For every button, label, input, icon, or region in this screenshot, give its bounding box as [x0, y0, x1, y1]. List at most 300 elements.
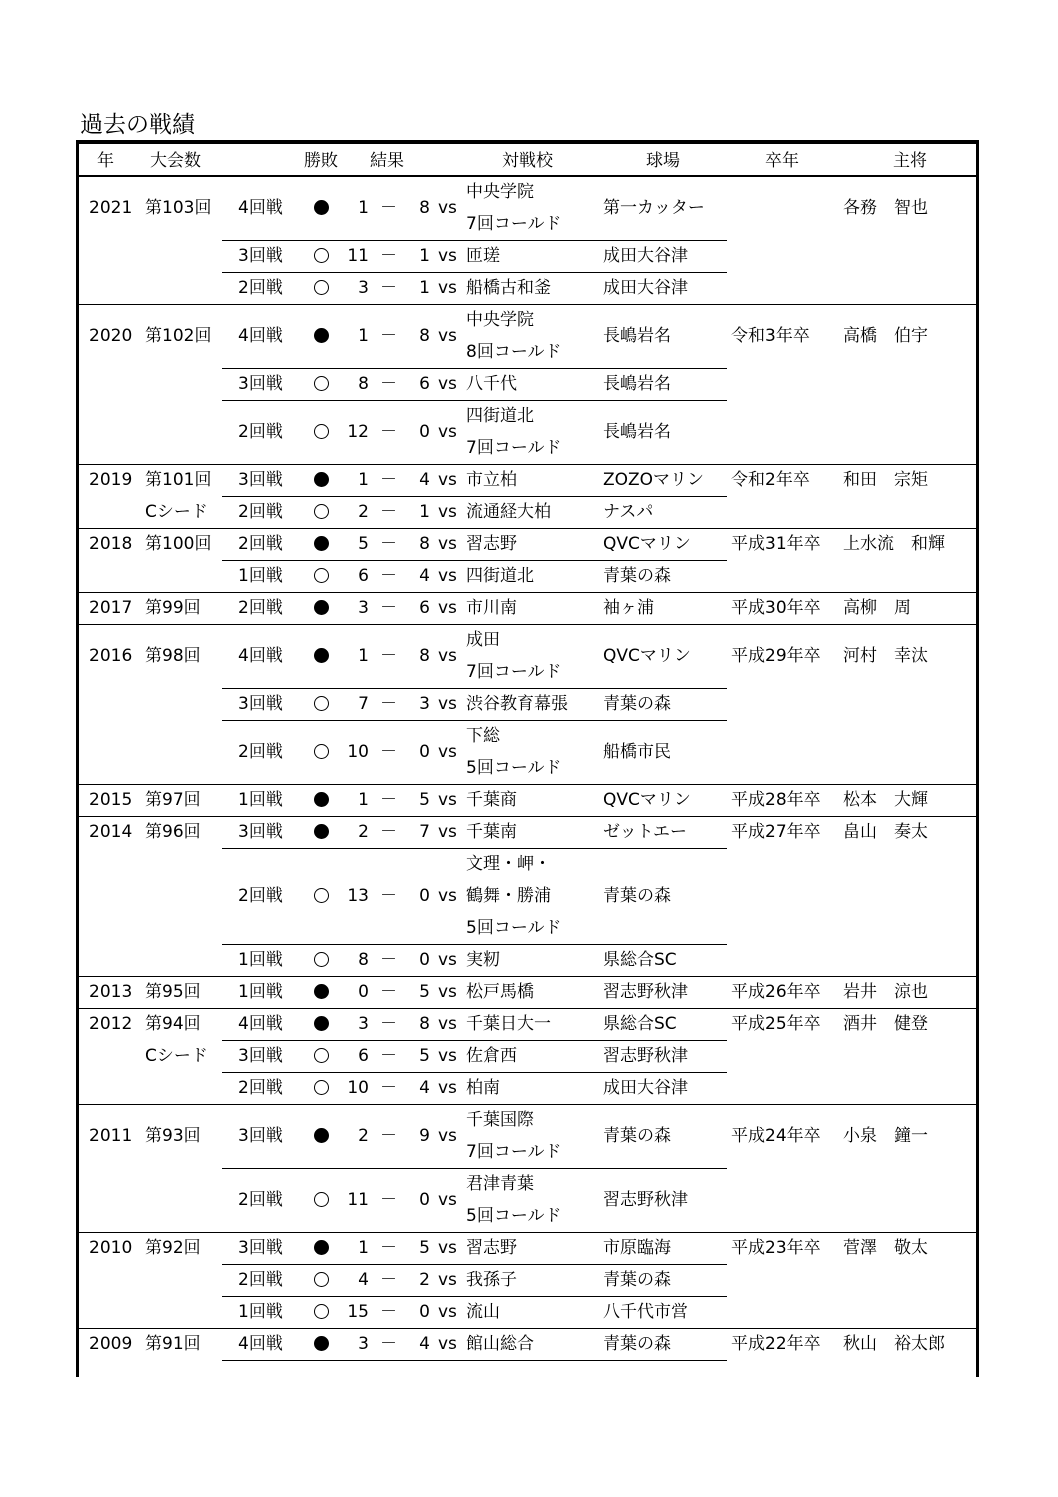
captain-cell: 菅澤 敬太: [843, 1238, 928, 1258]
score-us: 2: [358, 502, 369, 522]
score-dash: －: [380, 422, 397, 442]
loss-circle-icon: [314, 648, 329, 663]
score-dash: －: [380, 1190, 397, 1210]
score-dash: －: [380, 198, 397, 218]
score-them: 1: [419, 502, 430, 522]
loss-circle-icon: [314, 536, 329, 551]
opponent-cell: 鶴舞・勝浦: [466, 886, 551, 906]
vs-label: vs: [438, 1126, 457, 1146]
opponent-cell: 中央学院: [466, 182, 534, 202]
year-cell: 2017: [89, 598, 133, 618]
stadium-cell: 成田大谷津: [603, 278, 688, 298]
score-dash: －: [380, 246, 397, 266]
score-dash: －: [380, 694, 397, 714]
tournament-cell: 第94回: [145, 1014, 201, 1034]
score-us: 6: [358, 1046, 369, 1066]
score-them: 8: [419, 198, 430, 218]
stadium-cell: 長嶋岩名: [603, 326, 671, 346]
round-cell: 3回戦: [238, 246, 283, 266]
win-circle-icon: [314, 1272, 329, 1287]
opponent-cell: 中央学院: [466, 310, 534, 330]
year-cell: 2012: [89, 1014, 133, 1034]
score-us: 5: [358, 534, 369, 554]
stadium-cell: 県総合SC: [603, 1014, 677, 1034]
opponent-cell: 柏南: [466, 1078, 500, 1098]
score-them: 0: [419, 1190, 430, 1210]
score-us: 10: [347, 1078, 369, 1098]
captain-cell: 上水流 和輝: [843, 534, 945, 554]
score-dash: －: [380, 278, 397, 298]
captain-cell: 和田 宗矩: [843, 470, 928, 490]
stadium-cell: 市原臨海: [603, 1238, 671, 1258]
round-cell: 3回戦: [238, 374, 283, 394]
opponent-cell: 習志野: [466, 1238, 517, 1258]
grad-year-cell: 平成23年卒: [731, 1238, 821, 1258]
opponent-cell: 7回コールド: [466, 1142, 562, 1162]
vs-label: vs: [438, 598, 457, 618]
score-us: 1: [358, 790, 369, 810]
year-cell: 2013: [89, 982, 133, 1002]
year-divider: [79, 1008, 976, 1009]
score-us: 3: [358, 598, 369, 618]
score-dash: －: [380, 1126, 397, 1146]
tournament-cell: 第102回: [145, 326, 212, 346]
game-divider: [222, 272, 727, 273]
vs-label: vs: [438, 502, 457, 522]
vs-label: vs: [438, 1078, 457, 1098]
vs-label: vs: [438, 326, 457, 346]
win-circle-icon: [314, 952, 329, 967]
grad-year-cell: 平成31年卒: [731, 534, 821, 554]
header-opponent: 対戦校: [502, 151, 553, 171]
score-them: 6: [419, 598, 430, 618]
vs-label: vs: [438, 534, 457, 554]
year-cell: 2021: [89, 198, 133, 218]
year-divider: [79, 592, 976, 593]
vs-label: vs: [438, 1046, 457, 1066]
tournament-cell: 第92回: [145, 1238, 201, 1258]
grad-year-cell: 平成22年卒: [731, 1334, 821, 1354]
score-us: 3: [358, 1334, 369, 1354]
win-circle-icon: [314, 424, 329, 439]
score-dash: －: [380, 1078, 397, 1098]
win-circle-icon: [314, 248, 329, 263]
year-divider: [79, 304, 976, 305]
score-us: 1: [358, 326, 369, 346]
loss-circle-icon: [314, 1240, 329, 1255]
win-circle-icon: [314, 504, 329, 519]
stadium-cell: 青葉の森: [603, 1270, 671, 1290]
stadium-cell: 長嶋岩名: [603, 374, 671, 394]
win-circle-icon: [314, 888, 329, 903]
stadium-cell: 習志野秋津: [603, 1046, 688, 1066]
tournament-cell: 第100回: [145, 534, 212, 554]
vs-label: vs: [438, 694, 457, 714]
captain-cell: 高橋 伯宇: [843, 326, 928, 346]
round-cell: 2回戦: [238, 278, 283, 298]
vs-label: vs: [438, 1270, 457, 1290]
game-divider: [222, 848, 727, 849]
round-cell: 2回戦: [238, 886, 283, 906]
score-them: 0: [419, 422, 430, 442]
vs-label: vs: [438, 886, 457, 906]
tournament-cell: 第96回: [145, 822, 201, 842]
game-divider: [222, 496, 727, 497]
win-circle-icon: [314, 696, 329, 711]
round-cell: 1回戦: [238, 1302, 283, 1322]
score-dash: －: [380, 1270, 397, 1290]
score-them: 1: [419, 278, 430, 298]
win-circle-icon: [314, 1048, 329, 1063]
score-us: 8: [358, 950, 369, 970]
year-cell: 2009: [89, 1334, 133, 1354]
tournament-cell: 第93回: [145, 1126, 201, 1146]
captain-cell: 酒井 健登: [843, 1014, 928, 1034]
score-dash: －: [380, 326, 397, 346]
stadium-cell: QVCマリン: [603, 646, 691, 666]
opponent-cell: 習志野: [466, 534, 517, 554]
round-cell: 2回戦: [238, 1270, 283, 1290]
round-cell: 2回戦: [238, 502, 283, 522]
opponent-cell: 7回コールド: [466, 662, 562, 682]
opponent-cell: 7回コールド: [466, 214, 562, 234]
last-row-line: [222, 1360, 727, 1361]
opponent-cell: 四街道北: [466, 566, 534, 586]
vs-label: vs: [438, 198, 457, 218]
score-us: 3: [358, 278, 369, 298]
round-cell: 4回戦: [238, 1014, 283, 1034]
score-them: 7: [419, 822, 430, 842]
stadium-cell: 習志野秋津: [603, 1190, 688, 1210]
loss-circle-icon: [314, 1336, 329, 1351]
header-divider: [79, 175, 976, 177]
score-them: 4: [419, 1078, 430, 1098]
score-dash: －: [380, 886, 397, 906]
header-captain: 主将: [893, 151, 927, 171]
round-cell: 2回戦: [238, 1190, 283, 1210]
stadium-cell: 青葉の森: [603, 1126, 671, 1146]
score-us: 1: [358, 1238, 369, 1258]
opponent-cell: 匝瑳: [466, 246, 500, 266]
round-cell: 3回戦: [238, 822, 283, 842]
opponent-cell: 千葉国際: [466, 1110, 534, 1130]
score-dash: －: [380, 374, 397, 394]
header-win-loss: 勝敗: [304, 151, 338, 171]
stadium-cell: 青葉の森: [603, 694, 671, 714]
round-cell: 3回戦: [238, 470, 283, 490]
score-us: 3: [358, 1014, 369, 1034]
captain-cell: 各務 智也: [843, 198, 928, 218]
tournament-cell: 第98回: [145, 646, 201, 666]
year-divider: [79, 464, 976, 465]
score-them: 0: [419, 950, 430, 970]
round-cell: 4回戦: [238, 198, 283, 218]
stadium-cell: 習志野秋津: [603, 982, 688, 1002]
score-dash: －: [380, 950, 397, 970]
stadium-cell: QVCマリン: [603, 790, 691, 810]
vs-label: vs: [438, 1014, 457, 1034]
header-stadium: 球場: [646, 151, 680, 171]
round-cell: 1回戦: [238, 790, 283, 810]
opponent-cell: 5回コールド: [466, 758, 562, 778]
vs-label: vs: [438, 742, 457, 762]
score-them: 0: [419, 1302, 430, 1322]
loss-circle-icon: [314, 200, 329, 215]
year-cell: 2015: [89, 790, 133, 810]
year-cell: 2016: [89, 646, 133, 666]
round-cell: 4回戦: [238, 646, 283, 666]
game-divider: [222, 1296, 727, 1297]
round-cell: 3回戦: [238, 1046, 283, 1066]
round-cell: 2回戦: [238, 534, 283, 554]
year-cell: 2019: [89, 470, 133, 490]
score-us: 1: [358, 198, 369, 218]
grad-year-cell: 令和3年卒: [731, 326, 810, 346]
loss-circle-icon: [314, 824, 329, 839]
score-them: 1: [419, 246, 430, 266]
stadium-cell: 八千代市営: [603, 1302, 688, 1322]
win-circle-icon: [314, 744, 329, 759]
round-cell: 2回戦: [238, 598, 283, 618]
score-them: 6: [419, 374, 430, 394]
opponent-cell: 8回コールド: [466, 342, 562, 362]
score-us: 2: [358, 1126, 369, 1146]
win-circle-icon: [314, 376, 329, 391]
page-title: 過去の戦績: [80, 112, 195, 138]
stadium-cell: 第一カッター: [603, 198, 705, 218]
stadium-cell: 袖ヶ浦: [603, 598, 654, 618]
captain-cell: 高柳 周: [843, 598, 911, 618]
score-dash: －: [380, 822, 397, 842]
year-divider: [79, 528, 976, 529]
year-divider: [79, 816, 976, 817]
year-cell: 2014: [89, 822, 133, 842]
header-grad-year: 卒年: [765, 151, 799, 171]
score-us: 12: [347, 422, 369, 442]
stadium-cell: ナスパ: [603, 502, 654, 522]
stadium-cell: 成田大谷津: [603, 1078, 688, 1098]
captain-cell: 岩井 涼也: [843, 982, 928, 1002]
captain-cell: 秋山 裕太郎: [843, 1334, 945, 1354]
score-us: 11: [347, 1190, 369, 1210]
score-us: 6: [358, 566, 369, 586]
tournament-cell: 第99回: [145, 598, 201, 618]
score-dash: －: [380, 534, 397, 554]
header-year: 年: [97, 151, 114, 171]
win-circle-icon: [314, 1080, 329, 1095]
win-circle-icon: [314, 568, 329, 583]
vs-label: vs: [438, 278, 457, 298]
score-dash: －: [380, 502, 397, 522]
vs-label: vs: [438, 374, 457, 394]
game-divider: [222, 1040, 727, 1041]
year-cell: 2020: [89, 326, 133, 346]
score-dash: －: [380, 742, 397, 762]
year-cell: 2010: [89, 1238, 133, 1258]
seed-cell: Cシード: [145, 1046, 208, 1066]
score-us: 2: [358, 822, 369, 842]
year-divider: [79, 1232, 976, 1233]
vs-label: vs: [438, 790, 457, 810]
opponent-cell: 松戸馬橋: [466, 982, 534, 1002]
score-us: 7: [358, 694, 369, 714]
stadium-cell: ゼットエー: [603, 822, 687, 842]
opponent-cell: 佐倉西: [466, 1046, 517, 1066]
opponent-cell: 君津青葉: [466, 1174, 534, 1194]
tournament-cell: 第91回: [145, 1334, 201, 1354]
win-circle-icon: [314, 1192, 329, 1207]
score-dash: －: [380, 982, 397, 1002]
opponent-cell: 千葉商: [466, 790, 517, 810]
win-circle-icon: [314, 1304, 329, 1319]
game-divider: [222, 688, 727, 689]
score-them: 8: [419, 534, 430, 554]
opponent-cell: 船橋古和釜: [466, 278, 551, 298]
vs-label: vs: [438, 1334, 457, 1354]
loss-circle-icon: [314, 472, 329, 487]
score-them: 5: [419, 1238, 430, 1258]
tournament-cell: 第97回: [145, 790, 201, 810]
opponent-cell: 5回コールド: [466, 1206, 562, 1226]
score-them: 0: [419, 742, 430, 762]
seed-cell: Cシード: [145, 502, 208, 522]
vs-label: vs: [438, 1238, 457, 1258]
stadium-cell: 船橋市民: [603, 742, 671, 762]
opponent-cell: 八千代: [466, 374, 517, 394]
game-divider: [222, 1168, 727, 1169]
opponent-cell: 流通経大柏: [466, 502, 551, 522]
loss-circle-icon: [314, 984, 329, 999]
vs-label: vs: [438, 566, 457, 586]
round-cell: 4回戦: [238, 326, 283, 346]
tournament-cell: 第101回: [145, 470, 212, 490]
round-cell: 2回戦: [238, 422, 283, 442]
vs-label: vs: [438, 822, 457, 842]
game-divider: [222, 944, 727, 945]
score-us: 8: [358, 374, 369, 394]
score-them: 2: [419, 1270, 430, 1290]
round-cell: 2回戦: [238, 742, 283, 762]
stadium-cell: ZOZOマリン: [603, 470, 705, 490]
loss-circle-icon: [314, 600, 329, 615]
grad-year-cell: 平成30年卒: [731, 598, 821, 618]
score-dash: －: [380, 470, 397, 490]
grad-year-cell: 平成24年卒: [731, 1126, 821, 1146]
year-divider: [79, 976, 976, 977]
loss-circle-icon: [314, 328, 329, 343]
score-them: 4: [419, 566, 430, 586]
opponent-cell: 5回コールド: [466, 918, 562, 938]
captain-cell: 畠山 奏太: [843, 822, 928, 842]
opponent-cell: 成田: [466, 630, 500, 650]
round-cell: 3回戦: [238, 1238, 283, 1258]
year-cell: 2018: [89, 534, 133, 554]
game-divider: [222, 560, 727, 561]
game-divider: [222, 720, 727, 721]
opponent-cell: 流山: [466, 1302, 500, 1322]
opponent-cell: 市川南: [466, 598, 517, 618]
opponent-cell: 渋谷教育幕張: [466, 694, 568, 714]
opponent-cell: 実籾: [466, 950, 500, 970]
opponent-cell: 市立柏: [466, 470, 517, 490]
vs-label: vs: [438, 646, 457, 666]
opponent-cell: 7回コールド: [466, 438, 562, 458]
grad-year-cell: 平成25年卒: [731, 1014, 821, 1034]
loss-circle-icon: [314, 792, 329, 807]
grad-year-cell: 平成26年卒: [731, 982, 821, 1002]
round-cell: 1回戦: [238, 982, 283, 1002]
year-divider: [79, 784, 976, 785]
grad-year-cell: 平成29年卒: [731, 646, 821, 666]
year-divider: [79, 1104, 976, 1105]
score-dash: －: [380, 1046, 397, 1066]
round-cell: 3回戦: [238, 694, 283, 714]
stadium-cell: QVCマリン: [603, 534, 691, 554]
score-dash: －: [380, 598, 397, 618]
opponent-cell: 文理・岬・: [466, 854, 551, 874]
opponent-cell: 館山総合: [466, 1334, 534, 1354]
round-cell: 4回戦: [238, 1334, 283, 1354]
score-us: 13: [347, 886, 369, 906]
round-cell: 2回戦: [238, 1078, 283, 1098]
loss-circle-icon: [314, 1128, 329, 1143]
opponent-cell: 千葉南: [466, 822, 517, 842]
grad-year-cell: 令和2年卒: [731, 470, 810, 490]
score-us: 1: [358, 646, 369, 666]
tournament-cell: 第95回: [145, 982, 201, 1002]
stadium-cell: 長嶋岩名: [603, 422, 671, 442]
vs-label: vs: [438, 1190, 457, 1210]
vs-label: vs: [438, 470, 457, 490]
score-them: 5: [419, 1046, 430, 1066]
year-divider: [79, 624, 976, 625]
score-us: 1: [358, 470, 369, 490]
score-them: 8: [419, 1014, 430, 1034]
score-them: 0: [419, 886, 430, 906]
stadium-cell: 青葉の森: [603, 566, 671, 586]
score-us: 10: [347, 742, 369, 762]
year-divider: [79, 1328, 976, 1329]
stadium-cell: 成田大谷津: [603, 246, 688, 266]
opponent-cell: 千葉日大一: [466, 1014, 551, 1034]
score-dash: －: [380, 1238, 397, 1258]
grad-year-cell: 平成28年卒: [731, 790, 821, 810]
score-them: 8: [419, 646, 430, 666]
win-circle-icon: [314, 280, 329, 295]
vs-label: vs: [438, 1302, 457, 1322]
score-us: 11: [347, 246, 369, 266]
score-them: 4: [419, 470, 430, 490]
score-dash: －: [380, 1302, 397, 1322]
game-divider: [222, 1264, 727, 1265]
opponent-cell: 四街道北: [466, 406, 534, 426]
game-divider: [222, 1072, 727, 1073]
captain-cell: 小泉 鐘一: [843, 1126, 928, 1146]
score-us: 0: [358, 982, 369, 1002]
game-divider: [222, 400, 727, 401]
score-them: 9: [419, 1126, 430, 1146]
score-them: 5: [419, 982, 430, 1002]
round-cell: 1回戦: [238, 950, 283, 970]
game-divider: [222, 368, 727, 369]
header-result: 結果: [370, 151, 404, 171]
game-divider: [222, 240, 727, 241]
vs-label: vs: [438, 982, 457, 1002]
round-cell: 3回戦: [238, 1126, 283, 1146]
loss-circle-icon: [314, 1016, 329, 1031]
score-them: 5: [419, 790, 430, 810]
score-them: 3: [419, 694, 430, 714]
